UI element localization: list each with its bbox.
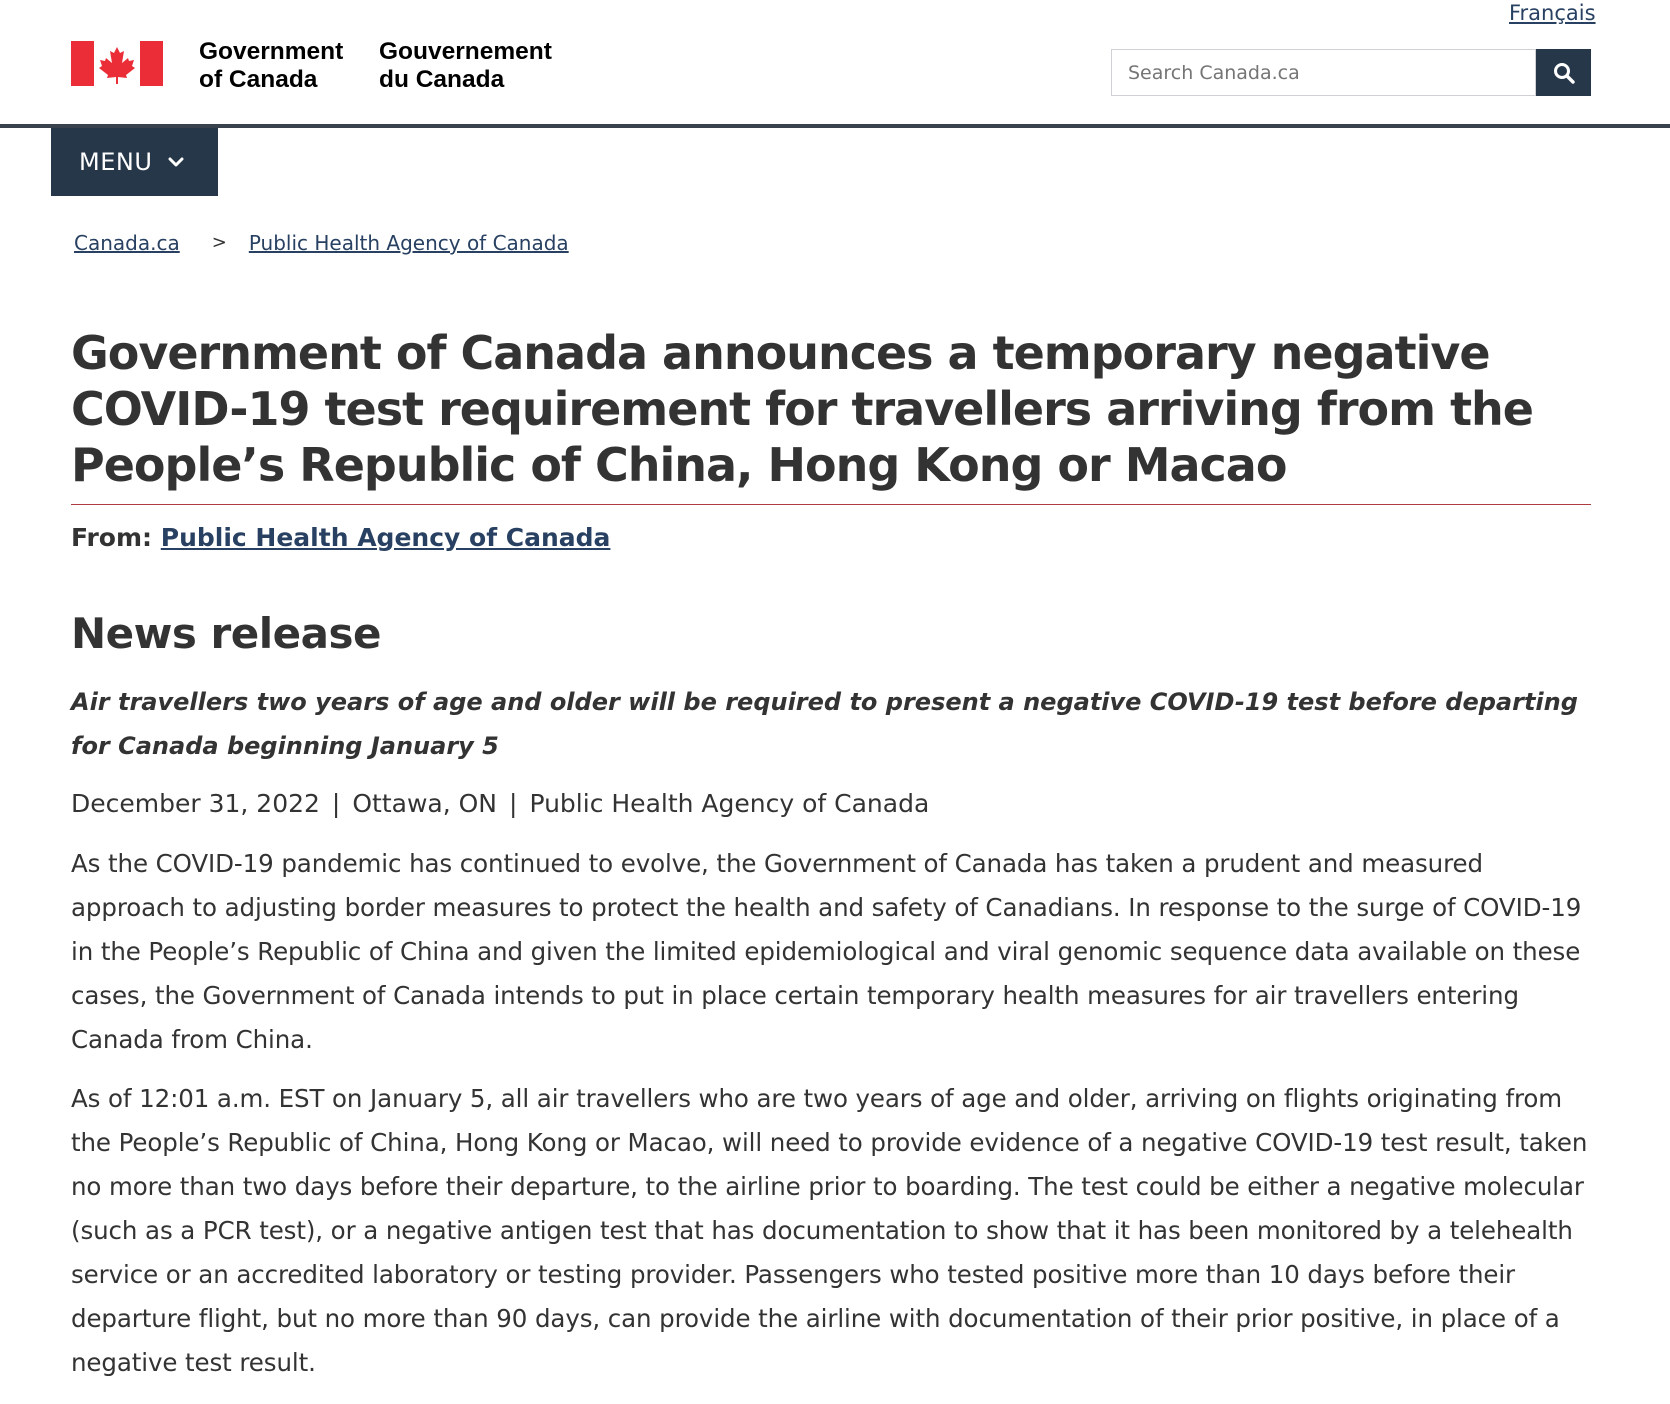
from-department-link[interactable]: Public Health Agency of Canada — [160, 523, 611, 552]
search-input[interactable] — [1111, 49, 1536, 96]
dateline-divider: | — [331, 789, 341, 818]
dateline-divider: | — [509, 789, 518, 818]
breadcrumb — [74, 229, 569, 257]
government-signature-english[interactable] — [199, 38, 343, 94]
body-paragraph: As of 12:01 a.m. EST on January 5, all air travellers who are two years of age and older, arriving on flights originating from the People’s Republic of China, Hong Kong or Macao, will need to provide evidence of a negative COVID-19 test result, taken no more than two days before their departure, to the airline prior to boarding. The test could be either a negative molecular (such as a PCR test), or a negative antigen test that has documentation to show that it has been monitored by a telehealth service or an accredited laboratory or testing provider. Passengers who tested positive more than 10 days before their departure flight, but no more than 90 days, can provide the airline with documentation of their prior positive, in place of a negative test result. — [71, 1084, 1588, 1377]
breadcrumb-link-phac[interactable]: Public Health Agency of Canada — [248, 231, 569, 255]
body-paragraph: As the COVID-19 pandemic has continued to evolve, the Government of Canada has taken a prudent and measured approach to adjusting border measures to protect the health and safety of Canadians. In response to the surge of COVID-19 in the People’s Republic of China and given the limited epidemiological and viral genomic sequence data available on these cases, the Government of Canada intends to put in place certain temporary health measures for air travellers entering Canada from China. — [71, 849, 1582, 1054]
signature-en-line1: Government — [199, 38, 344, 65]
header-divider — [0, 124, 1670, 128]
dateline — [71, 786, 929, 822]
signature-fr-line1: Gouvernement — [379, 38, 552, 65]
menu-button[interactable] — [51, 128, 218, 196]
release-location: Ottawa, ON — [352, 789, 498, 818]
canada-flag-icon — [71, 41, 163, 86]
government-signature-french[interactable] — [379, 38, 552, 94]
search-button[interactable] — [1536, 49, 1591, 96]
breadcrumb-link-canada[interactable]: Canada.ca — [74, 231, 180, 255]
section-heading: News release — [71, 609, 381, 658]
lead-paragraph: Air travellers two years of age and older will be required to present a negative COVID-19 test before departing for Canada beginning January 5 — [71, 688, 1578, 760]
from-line — [71, 520, 610, 556]
search-icon — [1553, 62, 1575, 84]
signature-en-line2: of Canada — [199, 66, 318, 93]
title-underline — [71, 504, 1591, 505]
page-title: Government of Canada announces a temporary negative COVID-19 test requirement for travellers arriving from the People’s Republic of China, Hong Kong or Macao — [71, 326, 1533, 492]
from-label: From: — [71, 523, 153, 552]
release-date: December 31, 2022 — [71, 789, 320, 818]
breadcrumb-separator: > — [211, 232, 227, 253]
language-toggle-link[interactable]: Français — [1509, 1, 1596, 25]
chevron-down-icon — [168, 156, 184, 168]
signature-fr-line2: du Canada — [379, 66, 505, 93]
release-department: Public Health Agency of Canada — [529, 789, 930, 818]
menu-label: MENU — [79, 148, 153, 176]
